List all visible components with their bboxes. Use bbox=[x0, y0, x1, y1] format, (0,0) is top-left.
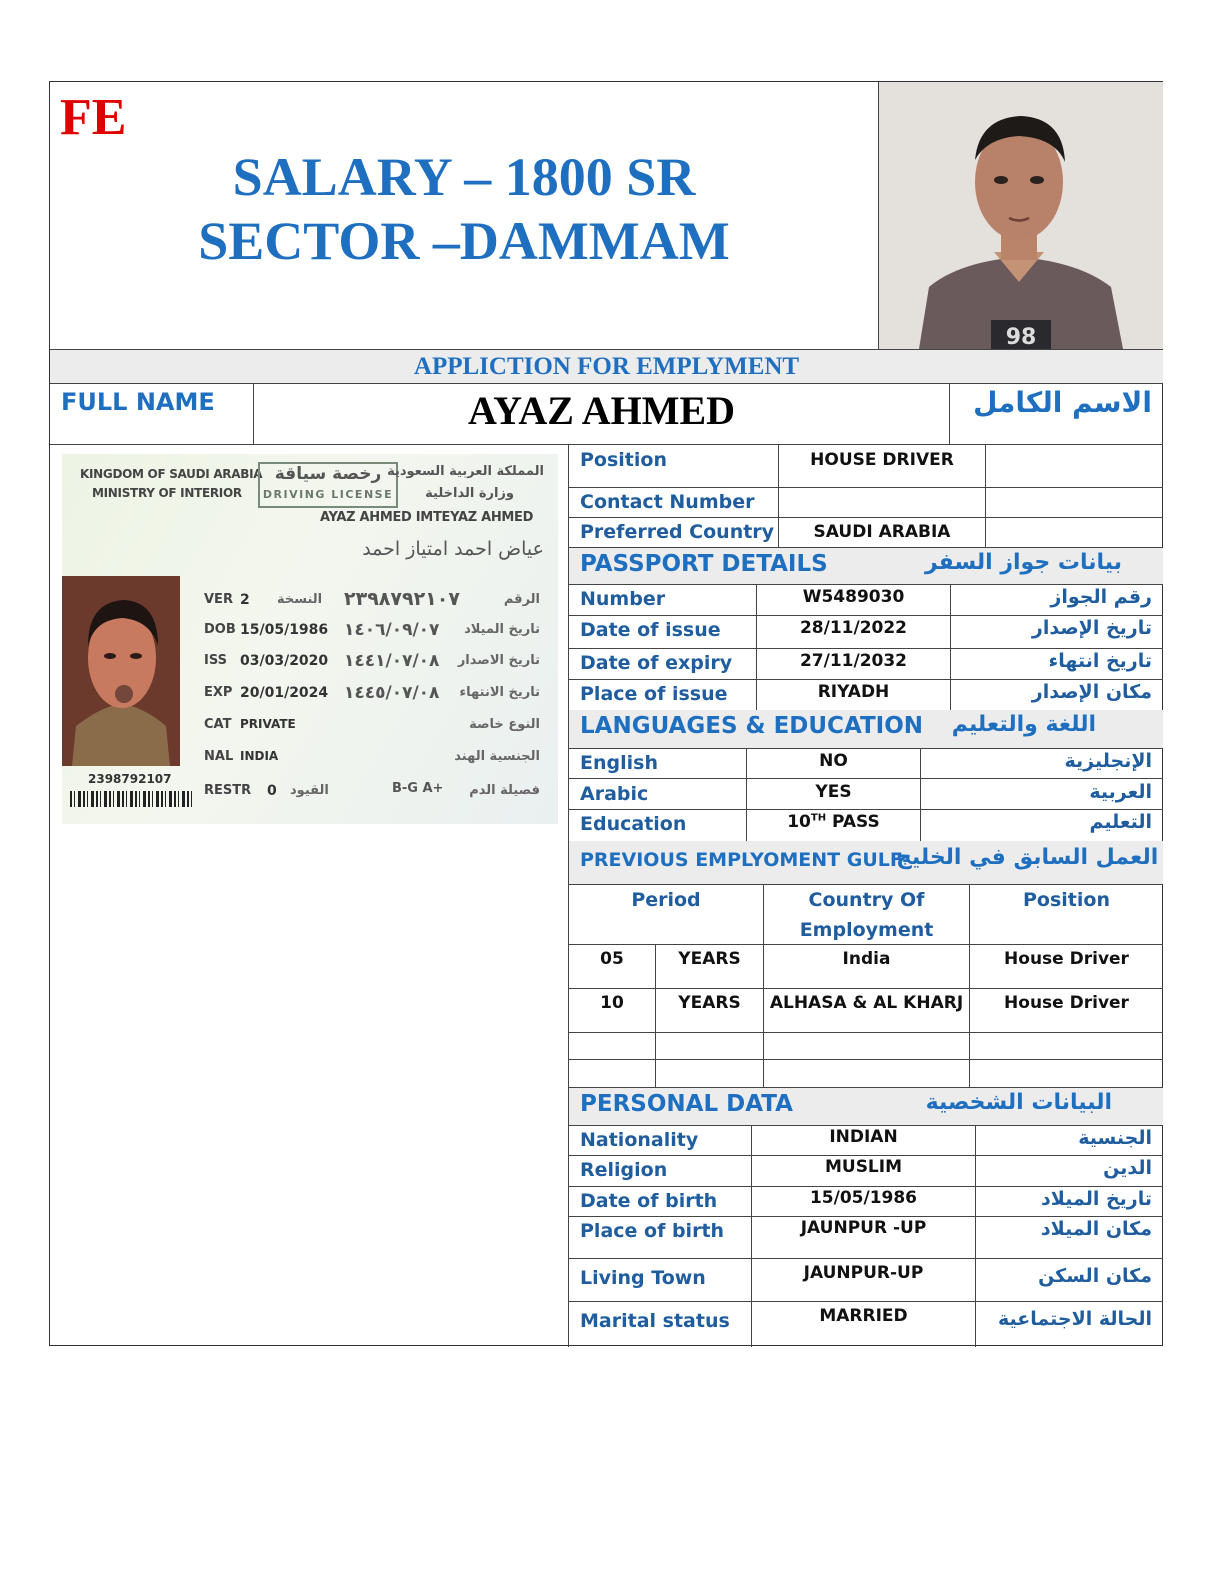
personal-row-value: JAUNPUR -UP bbox=[800, 1218, 927, 1238]
personal-row-value: JAUNPUR-UP bbox=[803, 1263, 924, 1283]
license-field-ar-key: النوع خاصة bbox=[469, 717, 540, 732]
language-row-label-ar: الإنجليزية bbox=[1064, 750, 1152, 772]
license-field-ar-key: الرقم bbox=[503, 592, 540, 607]
license-field-ar-key: الجنسية الهند bbox=[454, 749, 540, 764]
personal-row-label-ar: مكان السكن bbox=[1038, 1265, 1152, 1287]
personal-title: PERSONAL DATA bbox=[580, 1091, 793, 1117]
passport-row-label: Date of issue bbox=[580, 619, 721, 641]
position-label: Position bbox=[580, 449, 667, 471]
language-row-label: Arabic bbox=[580, 783, 649, 805]
education-grade: 10 bbox=[787, 812, 811, 832]
education-value bbox=[747, 812, 920, 832]
license-country-ar: المملكة العربية السعودية bbox=[387, 464, 544, 479]
license-field-value: PRIVATE bbox=[240, 717, 296, 731]
education-result: PASS bbox=[826, 812, 880, 832]
row-divider bbox=[568, 988, 1163, 989]
employment-row-unit: YEARS bbox=[678, 993, 741, 1013]
license-field-ar: النسخة bbox=[277, 592, 323, 607]
employment-row-position: House Driver bbox=[1004, 949, 1129, 969]
row-divider bbox=[568, 1186, 1163, 1187]
passport-row-label-ar: رقم الجواز bbox=[1050, 586, 1152, 608]
license-field-key: EXP bbox=[204, 685, 233, 700]
license-field-value: 15/05/1986 bbox=[240, 622, 329, 638]
passport-row-label-ar: مكان الإصدار bbox=[1031, 681, 1152, 703]
language-row-label-ar: التعليم bbox=[1089, 811, 1152, 833]
column-divider bbox=[920, 748, 921, 841]
passport-title-ar: بيانات جواز السفر bbox=[924, 550, 1122, 575]
language-row-label: Education bbox=[580, 813, 687, 835]
form-title: APPLICTION FOR EMPLYMENT bbox=[413, 353, 800, 380]
license-field-ar-key: تاريخ الميلاد bbox=[464, 622, 540, 637]
employment-header-country: Country Of Employment bbox=[799, 889, 934, 941]
full-name-label: FULL NAME bbox=[61, 388, 215, 416]
driving-license-image bbox=[62, 454, 558, 824]
passport-row-label: Place of issue bbox=[580, 683, 728, 705]
license-id-number: 2398792107 bbox=[88, 772, 172, 786]
license-field-value: 0 bbox=[267, 783, 277, 799]
personal-row-value: MARRIED bbox=[819, 1306, 908, 1326]
license-field-ar-number: ٢٣٩٨٧٩٢١٠٧ bbox=[344, 588, 460, 610]
personal-title-ar: البيانات الشخصية bbox=[925, 1090, 1112, 1115]
license-field-ar-key: فصيلة الدم bbox=[469, 783, 540, 798]
personal-row-label-ar: الدين bbox=[1103, 1157, 1152, 1179]
preferred-country-label: Preferred Country bbox=[580, 521, 775, 543]
application-sheet bbox=[49, 81, 1163, 1346]
full-name-value: AYAZ AHMED bbox=[467, 388, 736, 433]
license-person-photo bbox=[62, 576, 180, 766]
position-value: HOUSE DRIVER bbox=[810, 450, 954, 470]
license-field-value: 03/03/2020 bbox=[240, 653, 329, 669]
employment-title-ar: العمل السابق في الخليج bbox=[896, 845, 1159, 870]
employment-row-unit: YEARS bbox=[678, 949, 741, 969]
license-holder-ar: عياض احمد امتياز احمد bbox=[362, 538, 544, 560]
license-field-value: INDIA bbox=[240, 749, 279, 763]
passport-title: PASSPORT DETAILS bbox=[580, 551, 828, 577]
education-grade-suffix: TH bbox=[810, 812, 827, 824]
code-label: FE bbox=[60, 89, 127, 146]
personal-row-label: Religion bbox=[580, 1159, 668, 1181]
employment-title: PREVIOUS EMPLYOMENT GULF- bbox=[580, 849, 911, 871]
row-divider bbox=[568, 679, 1163, 680]
personal-row-label: Date of birth bbox=[580, 1190, 718, 1212]
personal-row-label: Place of birth bbox=[580, 1220, 725, 1242]
language-row-label: English bbox=[580, 752, 658, 774]
personal-row-value: MUSLIM bbox=[824, 1157, 903, 1177]
column-divider bbox=[950, 584, 951, 710]
personal-row-value: INDIAN bbox=[829, 1127, 898, 1147]
row-divider bbox=[568, 1258, 1163, 1259]
row-divider bbox=[568, 1216, 1163, 1217]
language-row-value: YES bbox=[815, 782, 852, 802]
salary-heading: SALARY – 1800 SR bbox=[232, 147, 696, 207]
row-divider bbox=[568, 1301, 1163, 1302]
license-field-ar-value: B-G A+ bbox=[392, 781, 444, 796]
employment-row-years: 10 bbox=[600, 993, 624, 1013]
passport-row-label: Number bbox=[580, 588, 666, 610]
license-field-value: 2 bbox=[240, 592, 250, 608]
passport-row-value: 27/11/2032 bbox=[799, 651, 908, 671]
personal-row-label: Living Town bbox=[580, 1267, 706, 1289]
barcode-icon bbox=[70, 791, 195, 807]
license-holder: AYAZ AHMED IMTEYAZ AHMED bbox=[320, 510, 534, 525]
row-divider bbox=[568, 615, 1163, 616]
language-row-value: NO bbox=[819, 751, 848, 771]
personal-row-label: Marital status bbox=[580, 1310, 730, 1332]
license-field-key: RESTR bbox=[204, 783, 252, 798]
license-field-ar: القيود bbox=[290, 783, 329, 798]
employment-header-position: Position bbox=[1023, 889, 1110, 911]
column-divider bbox=[975, 1125, 976, 1347]
license-field-key: NAL bbox=[204, 749, 234, 764]
passport-row-label-ar: تاريخ الإصدار bbox=[1031, 617, 1152, 639]
employment-header-period: Period bbox=[631, 889, 701, 911]
license-country: KINGDOM OF SAUDI ARABIA bbox=[80, 467, 263, 481]
license-field-key: ISS bbox=[204, 653, 227, 668]
employment-row-country: India bbox=[842, 949, 891, 969]
language-row-label-ar: العربية bbox=[1089, 781, 1152, 803]
license-field-ar-value: ١٤٤١/٠٧/٠٨ bbox=[344, 651, 440, 671]
license-ministry-ar: وزارة الداخلية bbox=[425, 486, 514, 501]
passport-row-value: W5489030 bbox=[802, 587, 905, 607]
license-field-key: DOB bbox=[204, 622, 236, 637]
license-field-key: VER bbox=[204, 592, 233, 607]
passport-row-label-ar: تاريخ انتهاء bbox=[1048, 650, 1152, 672]
personal-row-value: 15/05/1986 bbox=[809, 1188, 918, 1208]
license-field-value: 20/01/2024 bbox=[240, 685, 329, 701]
passport-row-label: Date of expiry bbox=[580, 652, 733, 674]
preferred-country-value: SAUDI ARABIA bbox=[813, 522, 951, 542]
sector-heading: SECTOR –DAMMAM bbox=[198, 211, 730, 271]
employment-row-position: House Driver bbox=[1004, 993, 1129, 1013]
languages-title-ar: اللغة والتعليم bbox=[951, 712, 1096, 737]
contact-number-label: Contact Number bbox=[580, 491, 755, 513]
personal-row-label-ar: مكان الميلاد bbox=[1040, 1218, 1152, 1240]
license-field-ar-value: ١٤٤٥/٠٧/٠٨ bbox=[344, 683, 440, 703]
license-ministry: MINISTRY OF INTERIOR bbox=[92, 486, 242, 500]
row-divider bbox=[568, 648, 1163, 649]
row-divider bbox=[568, 778, 1163, 779]
license-field-key: CAT bbox=[204, 717, 232, 732]
svg-text:98: 98 bbox=[1005, 325, 1037, 349]
license-title-ar: رخصة سياقة bbox=[274, 464, 382, 484]
employment-row-years: 05 bbox=[600, 949, 624, 969]
license-title: DRIVING LICENSE bbox=[262, 488, 394, 501]
license-field-ar-key: تاريخ الانتهاء bbox=[459, 685, 540, 700]
passport-row-value: RIYADH bbox=[817, 682, 890, 702]
personal-row-label: Nationality bbox=[580, 1129, 699, 1151]
languages-title: LANGUAGES & EDUCATION bbox=[580, 713, 924, 739]
license-field-ar-value: ١٤٠٦/٠٩/٠٧ bbox=[344, 620, 440, 640]
full-name-label-ar: الاسم الكامل bbox=[973, 386, 1152, 419]
personal-row-label-ar: الحالة الاجتماعية bbox=[998, 1308, 1152, 1330]
employment-row-country: ALHASA & AL KHARJ bbox=[769, 993, 964, 1013]
passport-row-value: 28/11/2022 bbox=[799, 618, 908, 638]
person-photo bbox=[879, 82, 1163, 349]
personal-row-label-ar: تاريخ الميلاد bbox=[1041, 1188, 1152, 1210]
personal-row-label-ar: الجنسية bbox=[1078, 1127, 1152, 1149]
row-divider bbox=[568, 1155, 1163, 1156]
license-field-ar-key: تاريخ الاصدار bbox=[457, 653, 540, 668]
row-divider bbox=[568, 809, 1163, 810]
